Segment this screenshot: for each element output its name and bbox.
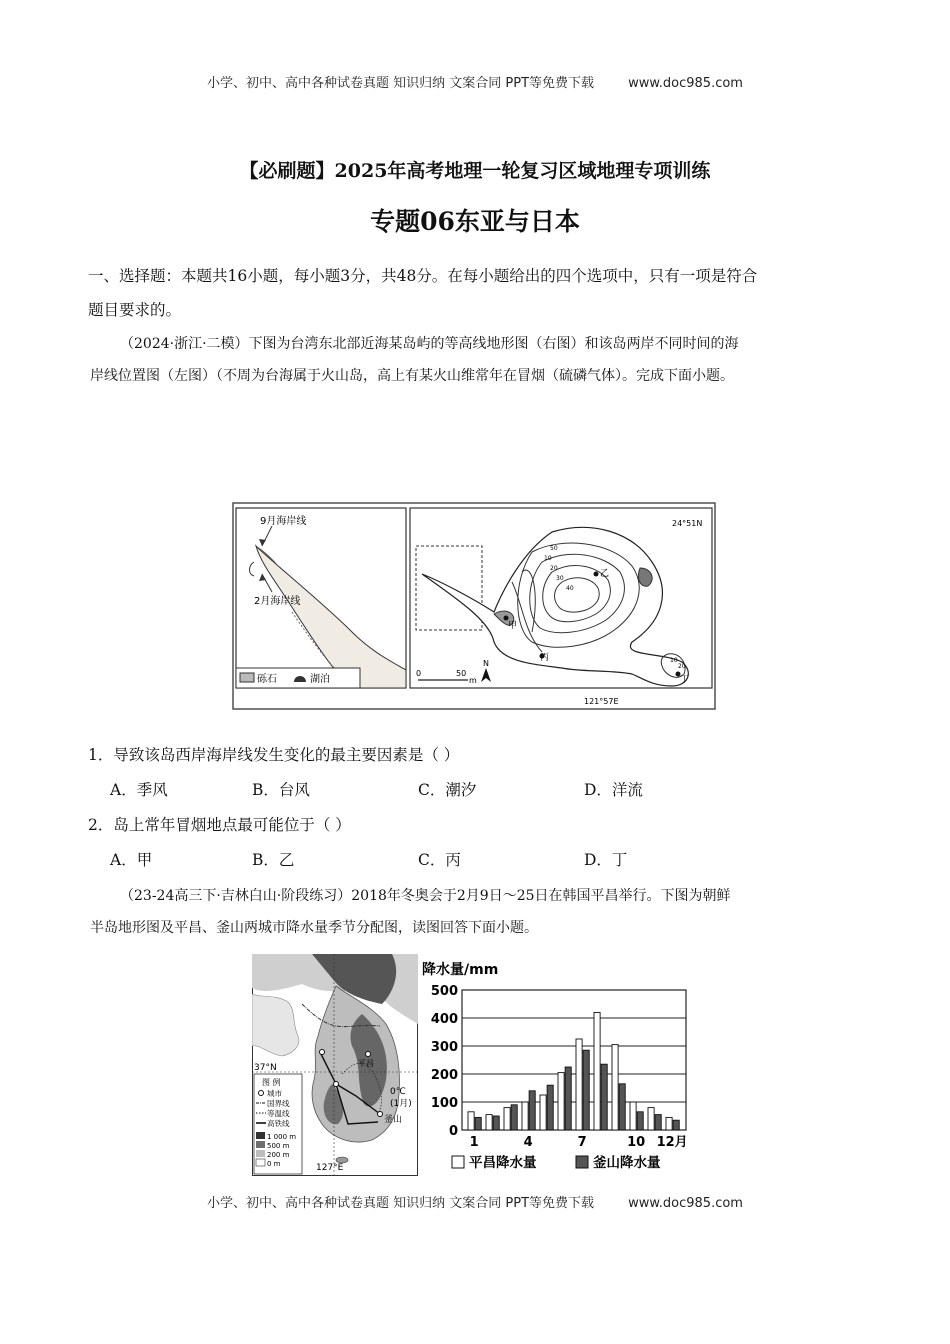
y-tick-label: 400: [430, 1012, 458, 1027]
legend-label: 平昌降水量: [469, 1155, 537, 1171]
bar-busan: [601, 1064, 607, 1130]
legend-rail: 高铁线: [267, 1119, 290, 1128]
legend-city: 城市: [267, 1089, 282, 1098]
contour-label: 10: [670, 657, 678, 664]
scale-fifty: 50: [456, 669, 467, 678]
bar-pyeongchang: [468, 1112, 474, 1130]
page-header: [0, 72, 950, 91]
passage-1-line-2: 岸线位置图（左图）（不周为台海属于火山岛，高上有某火山维常年在冒烟（硫磷气体）。完成下面小题。: [90, 368, 734, 384]
gravel-legend-label: 砾石: [257, 674, 277, 685]
contour-label: 40: [566, 585, 574, 592]
bar-busan: [547, 1085, 553, 1130]
bar-busan: [565, 1067, 571, 1130]
question-2-stem: 2．岛上常年冒烟地点最可能位于（ ）: [88, 816, 351, 834]
document-title: 【必刷题】2025年高考地理一轮复习区域地理专项训练: [239, 160, 711, 182]
q2-option-b[interactable]: B．乙: [252, 851, 295, 869]
y-tick-label: 500: [430, 984, 458, 999]
bar-busan: [529, 1091, 535, 1130]
bar-pyeongchang: [576, 1039, 582, 1130]
question-2: [88, 808, 868, 842]
passage-2-line-1: （23-24高三下·吉林白山·阶段练习）2018年冬奥会于2月9日～25日在韩国平昌举行。下图为朝鲜: [120, 888, 731, 904]
map-legend: [254, 1074, 302, 1174]
bar-busan: [583, 1050, 589, 1130]
elev-1000-swatch: [256, 1132, 265, 1139]
bar-busan: [637, 1112, 643, 1130]
contour-label: 30: [556, 575, 564, 582]
latitude-37: 37°N: [254, 1063, 277, 1073]
feb-coast-label: 2月海岸线: [254, 596, 301, 607]
island-map-figure: [232, 502, 716, 710]
bar-busan: [511, 1105, 517, 1130]
section-heading: [88, 259, 868, 327]
q2-option-c[interactable]: C．丙: [418, 851, 461, 869]
bar-pyeongchang: [594, 1012, 600, 1130]
chart-title: 降水量/mm: [422, 962, 499, 978]
lake-legend-label: 湖泊: [310, 674, 330, 685]
bar-busan: [673, 1120, 679, 1130]
x-tick-label: 12月: [656, 1135, 688, 1150]
precipitation-chart: [418, 954, 708, 1176]
place-ding: 丁: [680, 675, 690, 685]
place-bing: 丙: [540, 653, 550, 663]
contour-label: 10: [544, 555, 552, 562]
legend-0m: 0 m: [267, 1160, 281, 1168]
bar-pyeongchang: [630, 1102, 636, 1130]
q1-option-b[interactable]: B．台风: [252, 781, 310, 799]
elev-0-swatch: [256, 1159, 265, 1166]
city-pyeongchang: 平昌: [358, 1059, 374, 1068]
isotherm-label: 0℃: [390, 1087, 406, 1097]
bar-pyeongchang: [522, 1102, 528, 1130]
passage-1: [90, 328, 870, 392]
legend-swatch: [576, 1156, 588, 1168]
bar-busan: [493, 1116, 499, 1130]
bar-pyeongchang: [486, 1115, 492, 1130]
q2-option-d[interactable]: D．丁: [584, 851, 628, 869]
bar-pyeongchang: [666, 1117, 672, 1130]
x-tick-label: 10: [627, 1135, 646, 1150]
y-tick-label: 100: [430, 1096, 458, 1111]
longitude-label: 121°57E: [584, 697, 619, 706]
legend-label: 釜山降水量: [593, 1155, 661, 1171]
isotherm-month: (1月): [390, 1099, 412, 1109]
gravel-legend-swatch: [240, 673, 254, 682]
bar-pyeongchang: [612, 1045, 618, 1130]
city-busan: 釜山: [384, 1115, 403, 1125]
bar-busan: [475, 1117, 481, 1130]
korea-map: [252, 954, 418, 1176]
passage-2: [90, 880, 870, 944]
passage-1-line-1: （2024·浙江·二模）下图为台湾东北部近海某岛屿的等高线地形图（右图）和该岛两岸不同时间的海: [120, 336, 739, 352]
bar-pyeongchang: [648, 1108, 654, 1130]
place-jia: 甲: [508, 621, 518, 631]
scale-unit: m: [469, 676, 477, 685]
question-1: [88, 738, 868, 772]
y-tick-label: 300: [430, 1040, 458, 1055]
bar-pyeongchang: [504, 1108, 510, 1130]
sep-coast-label: 9月海岸线: [260, 516, 307, 527]
q1-option-a[interactable]: A．季风: [110, 781, 168, 799]
legend-200m: 200 m: [267, 1151, 290, 1159]
y-tick-label: 200: [430, 1068, 458, 1083]
legend-isotherm: 等温线: [267, 1109, 290, 1118]
contour-label: 50: [550, 545, 558, 552]
passage-2-line-2: 半岛地形图及平昌、釜山两城市降水量季节分配图，读图回答下面小题。: [90, 920, 538, 936]
legend-swatch: [452, 1156, 464, 1168]
latitude-label: 24°51N: [672, 519, 703, 528]
legend-title: 图 例: [262, 1078, 281, 1087]
bar-busan: [655, 1115, 661, 1130]
q2-option-a[interactable]: A．甲: [110, 851, 153, 869]
page-footer: [0, 1192, 950, 1211]
section-line-2: 题目要求的。: [88, 301, 182, 319]
footer-url[interactable]: www.doc985.com: [628, 1196, 743, 1211]
q1-option-d[interactable]: D．洋流: [584, 781, 643, 799]
bar-busan: [619, 1084, 625, 1130]
longitude-127: 127°E: [316, 1163, 344, 1173]
y-tick-label: 0: [448, 1124, 458, 1139]
contour-label: 20: [678, 663, 686, 670]
x-tick-label: 4: [523, 1135, 533, 1150]
bar-pyeongchang: [558, 1073, 564, 1130]
elev-500-swatch: [256, 1141, 265, 1148]
q1-option-c[interactable]: C．潮汐: [418, 781, 477, 799]
city-legend-icon: [259, 1091, 264, 1096]
contour-label: 20: [550, 565, 558, 572]
x-tick-label: 1: [469, 1135, 479, 1150]
scale-zero: 0: [416, 669, 422, 678]
x-tick-label: 7: [577, 1135, 587, 1150]
bar-pyeongchang: [540, 1095, 546, 1130]
right-contour-panel: [410, 508, 712, 706]
legend-1000m: 1 000 m: [267, 1133, 297, 1141]
north-label: N: [483, 659, 489, 668]
footer-text: 小学、初中、高中各种试卷真题 知识归纳 文案合同 PPT等免费下载: [207, 1196, 595, 1211]
legend-border: 国界线: [267, 1099, 290, 1108]
question-1-stem: 1．导致该岛西岸海岸线发生变化的最主要因素是（ ）: [88, 746, 460, 764]
left-coastline-panel: [236, 508, 406, 688]
header-url[interactable]: www.doc985.com: [628, 76, 743, 91]
section-line-1: 一、选择题：本题共16小题，每小题3分，共48分。在每小题给出的四个选项中，只有一项是符合: [88, 267, 758, 285]
topic-title: 专题06东亚与日本: [370, 207, 580, 236]
place-yi: 乙: [600, 569, 610, 579]
legend-500m: 500 m: [267, 1142, 290, 1150]
header-text: 小学、初中、高中各种试卷真题 知识归纳 文案合同 PPT等免费下载: [207, 76, 595, 91]
elev-200-swatch: [256, 1150, 265, 1157]
